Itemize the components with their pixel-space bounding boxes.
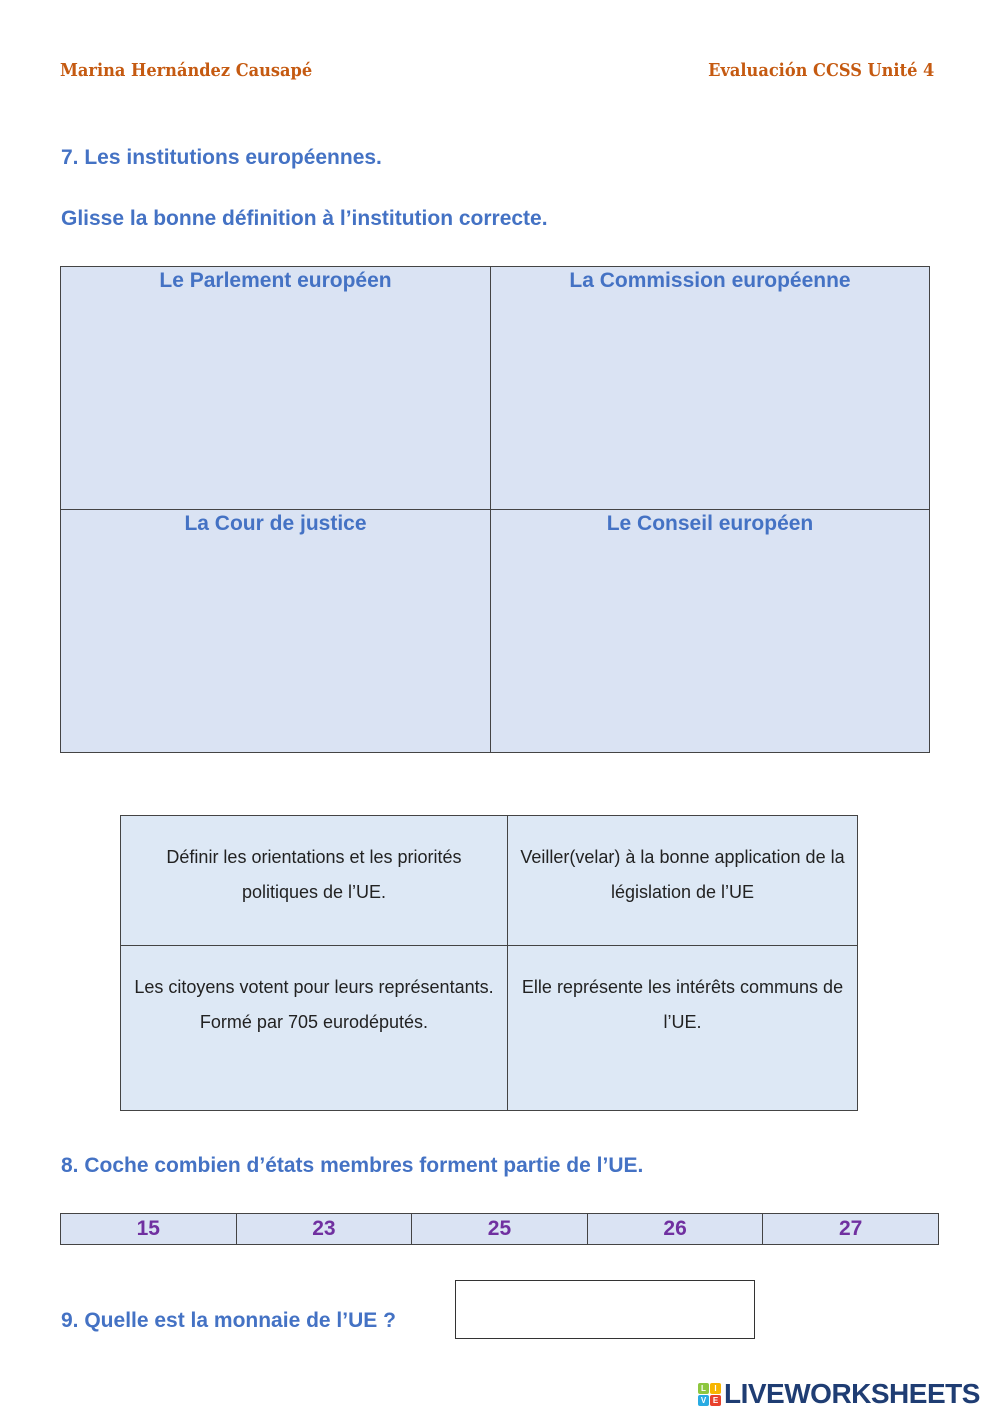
institution-label: La Commission européenne <box>569 269 851 292</box>
institution-label: Le Parlement européen <box>159 269 392 292</box>
option-27[interactable]: 27 <box>763 1214 939 1245</box>
question-7-title: 7. Les institutions européennes. <box>61 146 382 169</box>
definition-card[interactable]: Elle représente les intérêts communs de l’UE. <box>508 946 858 1111</box>
option-23[interactable]: 23 <box>236 1214 412 1245</box>
author-name: Marina Hernández Causapé <box>60 60 313 81</box>
drop-zone-commission[interactable] <box>491 267 930 510</box>
drop-zone-conseil[interactable] <box>491 510 930 753</box>
definitions-table <box>120 815 858 1111</box>
definition-card[interactable]: Veiller(velar) à la bonne application de la législation de l’UE <box>508 816 858 946</box>
logo-cube-icon: L I V E <box>698 1383 721 1406</box>
definition-card[interactable]: Les citoyens votent pour leurs représentants. Formé par 705 eurodéputés. <box>121 946 508 1111</box>
drop-zone-cour[interactable] <box>61 510 491 753</box>
question-9-title: 9. Quelle est la monnaie de l’UE ? <box>61 1309 396 1332</box>
institution-label: La Cour de justice <box>184 512 367 535</box>
currency-answer-input[interactable] <box>455 1280 755 1339</box>
definition-card[interactable]: Définir les orientations et les priorités politiques de l’UE. <box>121 816 508 946</box>
option-15[interactable]: 15 <box>61 1214 237 1245</box>
institutions-table <box>60 266 930 753</box>
question-7-instruction: Glisse la bonne définition à l’institution correcte. <box>61 207 548 230</box>
logo-text: LIVEWORKSHEETS <box>724 1378 980 1409</box>
option-26[interactable]: 26 <box>587 1214 763 1245</box>
liveworksheets-logo <box>698 1378 980 1410</box>
institution-label: Le Conseil européen <box>606 512 814 535</box>
member-count-options <box>60 1213 939 1245</box>
drop-zone-parlement[interactable] <box>61 267 491 510</box>
question-8-title: 8. Coche combien d’états membres forment partie de l’UE. <box>61 1154 644 1177</box>
worksheet-title: Evaluación CCSS Unité 4 <box>707 60 934 81</box>
option-25[interactable]: 25 <box>412 1214 588 1245</box>
